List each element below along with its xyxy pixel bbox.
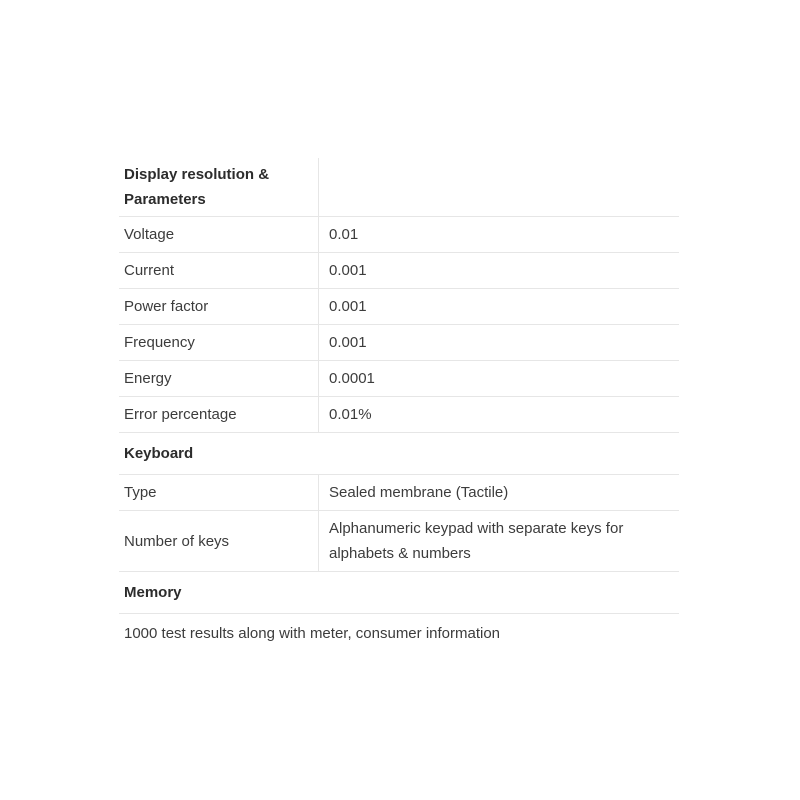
row-label-voltage: Voltage bbox=[119, 217, 319, 253]
row-value-frequency: 0.001 bbox=[319, 325, 680, 361]
table-row bbox=[119, 217, 679, 253]
table-row bbox=[119, 511, 679, 572]
row-value-voltage: 0.01 bbox=[319, 217, 680, 253]
table-row bbox=[119, 361, 679, 397]
memory-description: 1000 test results along with meter, consumer information bbox=[124, 624, 501, 642]
table-row bbox=[119, 397, 679, 433]
row-label-power-factor: Power factor bbox=[119, 289, 319, 325]
row-value-energy: 0.0001 bbox=[319, 361, 680, 397]
section-heading-memory: Memory bbox=[119, 572, 679, 614]
section-header-row bbox=[119, 433, 679, 475]
row-label-current: Current bbox=[119, 253, 319, 289]
row-label-frequency: Frequency bbox=[119, 325, 319, 361]
section-heading-empty-cell bbox=[319, 158, 680, 217]
row-value-number-of-keys: Alphanumeric keypad with separate keys for alphabets & numbers bbox=[319, 511, 680, 572]
row-value-error-percentage: 0.01% bbox=[319, 397, 680, 433]
section-header-row bbox=[119, 572, 679, 614]
section-heading-display-resolution: Display resolution & Parameters bbox=[119, 158, 319, 217]
specifications-table bbox=[119, 158, 679, 652]
table-row bbox=[119, 325, 679, 361]
row-value-power-factor: 0.001 bbox=[319, 289, 680, 325]
section-heading-keyboard: Keyboard bbox=[119, 433, 679, 475]
table-row bbox=[119, 289, 679, 325]
row-value-type: Sealed membrane (Tactile) bbox=[319, 475, 680, 511]
row-label-type: Type bbox=[119, 475, 319, 511]
row-value-current: 0.001 bbox=[319, 253, 680, 289]
table-row bbox=[119, 253, 679, 289]
row-label-number-of-keys: Number of keys bbox=[119, 511, 319, 572]
section-header-row bbox=[119, 158, 679, 217]
table-row bbox=[119, 614, 679, 653]
table-row bbox=[119, 475, 679, 511]
row-label-energy: Energy bbox=[119, 361, 319, 397]
row-label-error-percentage: Error percentage bbox=[119, 397, 319, 433]
